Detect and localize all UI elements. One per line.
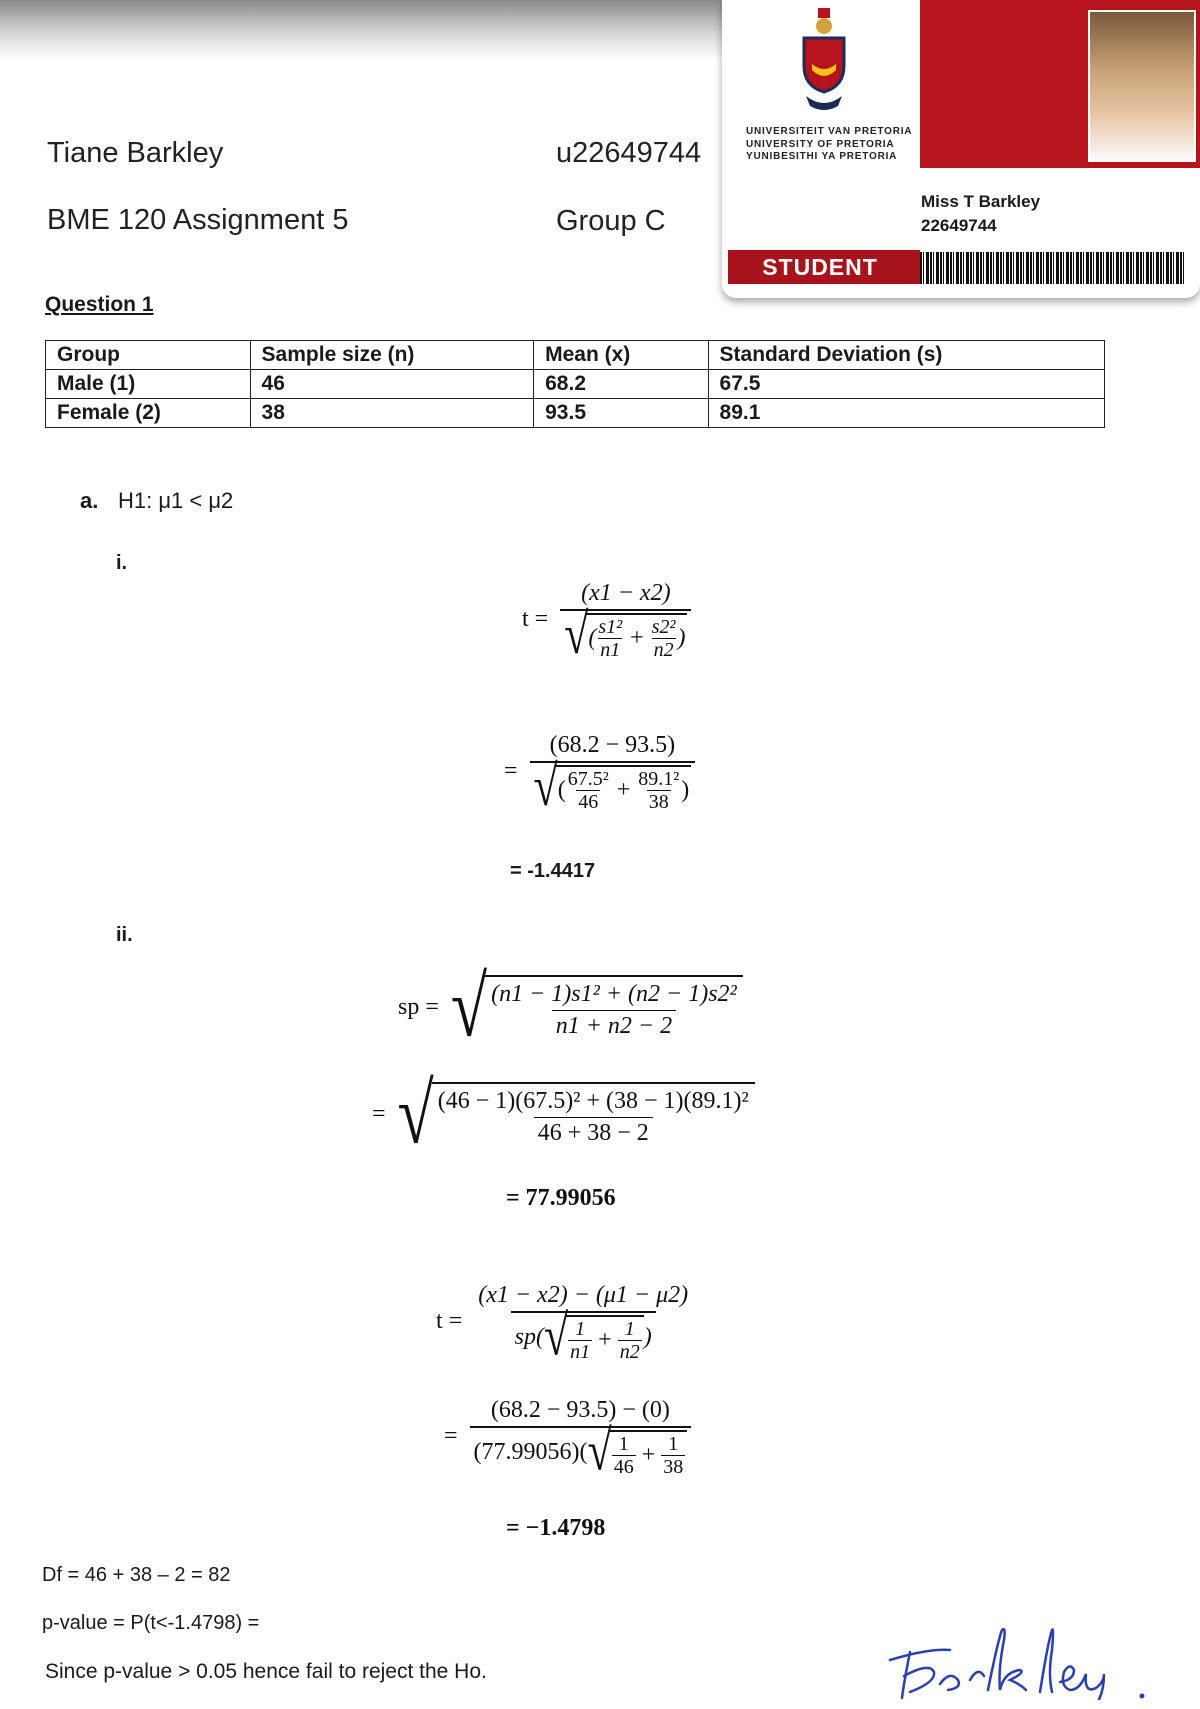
sp-substitution: = √ $\frac{\text{(46 − 1)(67.5)² + (38 − 1)(89.1)²}}{46 + 38 - 2}$ [366, 1082, 755, 1148]
t-result: = -1.4417 [510, 860, 596, 882]
t-pooled-formula: t = (x1 − x2) − (μ1 − μ2) sp( √ 1 n1 + $\frac{1}{n2}$ ) [436, 1282, 689, 1368]
t-substitution: = (68.2 − 93.5) √ ( 67.5² 46 + $\frac{\text{89.1²}}{38}$ ) [498, 732, 695, 812]
table-cell: 46 [250, 370, 534, 399]
barcode [920, 252, 1184, 284]
card-holder: Miss T Barkley 22649744 [921, 192, 1041, 235]
sp-result: = 77.99056 [506, 1185, 616, 1211]
student-badge: STUDENT [728, 250, 912, 284]
table-cell: 93.5 [534, 399, 708, 428]
sub-ii-label: ii. [116, 924, 133, 946]
signature-icon [880, 1620, 1170, 1700]
university-name: UNIVERSITEIT VAN PRETORIA UNIVERSITY OF PRETORIA YUNIBESITHI YA PRETORIA [746, 126, 913, 162]
data-table [45, 340, 1105, 428]
question-title: Question 1 [45, 293, 154, 316]
part-a-label: a. [80, 488, 99, 513]
course-title: BME 120 Assignment 5 [47, 204, 349, 236]
student-name: Tiane Barkley [47, 137, 224, 169]
table-header: Sample size (n) [250, 341, 534, 370]
group-label: Group C [556, 205, 666, 237]
conclusion: Since p-value > 0.05 hence fail to reject the Ho. [45, 1660, 487, 1683]
p-value: p-value = P(t<-1.4798) = [42, 1612, 260, 1634]
card-stripe [912, 250, 920, 284]
student-id-card [722, 0, 1200, 298]
table-cell: 89.1 [708, 399, 1104, 428]
hypothesis: H1: μ1 < μ2 [118, 488, 234, 513]
t-pooled-substitution: = (68.2 − 93.5) − (0) (77.99056)( √ 1 46 + $\frac{1}{38}$ [438, 1397, 691, 1477]
t-pooled-result: = −1.4798 [506, 1515, 606, 1541]
t-formula: t = (x1 − x2) √ ( s1² n1 + $\frac{\text{s2²}}{n2}$ ) [516, 580, 691, 660]
table-cell: 38 [250, 399, 534, 428]
sp-formula: sp = √ $\frac{\text{(n1 − 1)s1² + (n2 − 1)s2²}}{n1 + n2 - 2}$ [392, 975, 743, 1041]
table-row [46, 399, 1105, 428]
university-crest-icon [792, 4, 856, 114]
table-header: Group [46, 341, 251, 370]
sub-i-label: i. [116, 552, 128, 574]
degrees-of-freedom: Df = 46 + 38 – 2 = 82 [42, 1564, 231, 1586]
table-header: Mean (x) [534, 341, 708, 370]
table-header: Standard Deviation (s) [708, 341, 1104, 370]
table-cell: Female (2) [46, 399, 251, 428]
table-cell: 67.5 [708, 370, 1104, 399]
student-number: u22649744 [556, 137, 702, 169]
table-header-row [46, 341, 1105, 370]
table-row [46, 370, 1105, 399]
table-cell: 68.2 [534, 370, 708, 399]
card-photo [1088, 10, 1196, 162]
table-cell: Male (1) [46, 370, 251, 399]
